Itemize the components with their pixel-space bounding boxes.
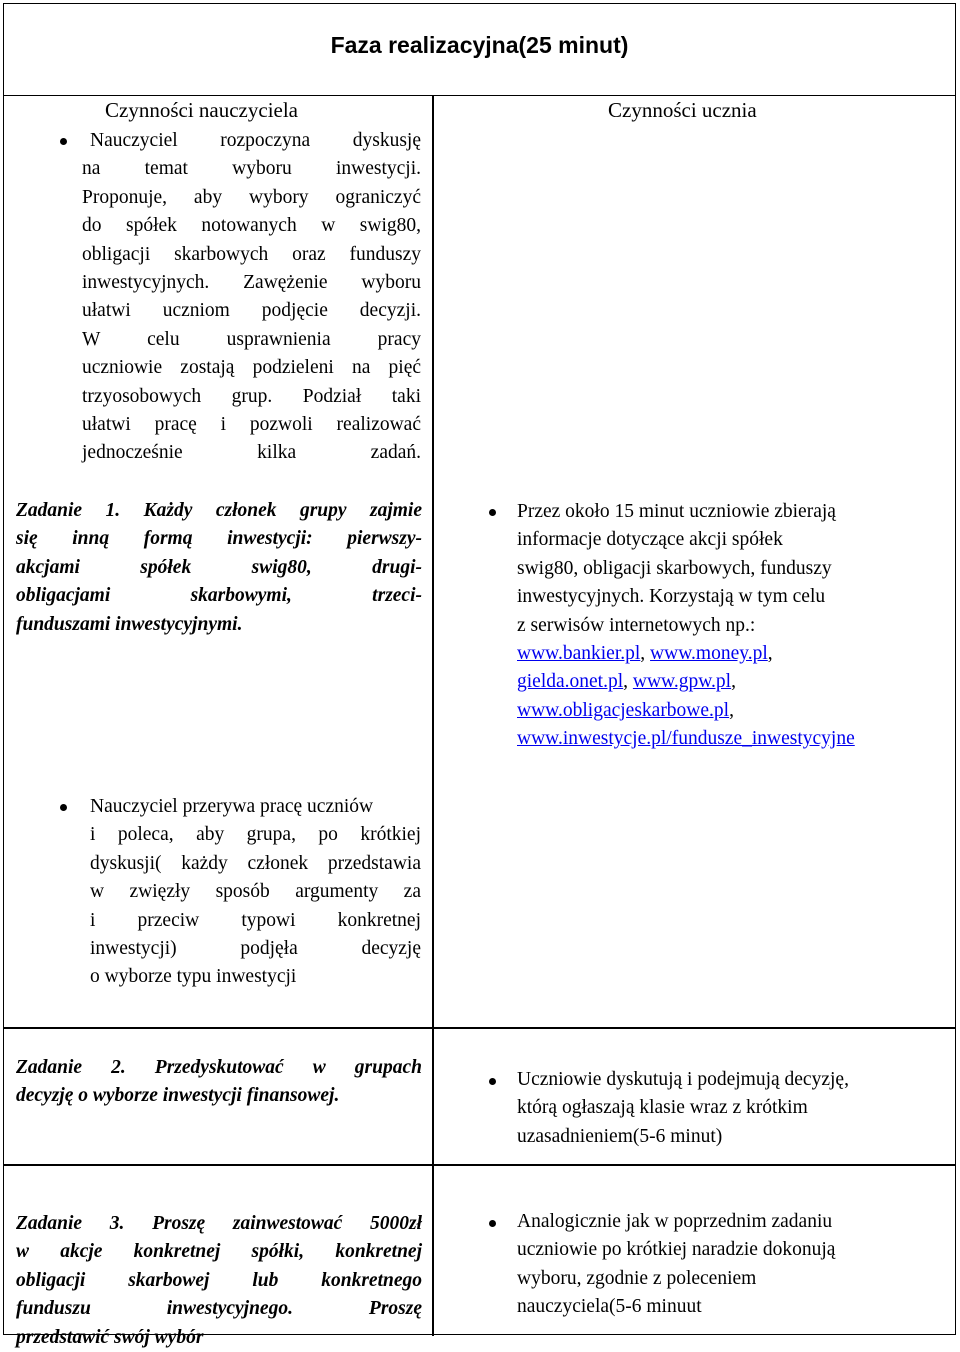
text-line: Nauczyciel rozpoczyna dyskusję	[90, 130, 421, 151]
text-line: którą ogłaszają klasie wraz z krótkim	[517, 1097, 808, 1119]
text-line: Proponuje, aby wybory ograniczyć	[82, 186, 421, 208]
page-title: Faza realizacyjna(25 minut)	[330, 32, 629, 58]
link-gielda-onet[interactable]: gielda.onet.pl	[517, 671, 624, 693]
bullet-icon	[489, 1220, 496, 1227]
task-1	[16, 497, 422, 639]
student-task-2	[517, 1066, 949, 1151]
text-line: o wyborze typu inwestycji	[90, 966, 297, 988]
text-line: Przedyskutować w grupach	[154, 1057, 422, 1078]
text-line: nauczyciela(5-6 minuut	[517, 1296, 702, 1318]
text-line: inwestycji) podjęła decyzję	[90, 938, 421, 960]
task-3	[16, 1210, 422, 1352]
teacher-intro-text	[82, 127, 421, 468]
text-line: Proszę zainwestować 5000zł	[152, 1213, 422, 1234]
text-line: uzasadnieniem(5-6 minut)	[517, 1125, 723, 1147]
text-line: funduszami inwestycyjnymi.	[16, 613, 243, 635]
text-line: trzyosobowych grup. Podział taki	[82, 385, 421, 407]
link-gpw[interactable]: www.gpw.pl	[632, 671, 732, 693]
text-line: jednocześnie kilka zadań.	[82, 442, 421, 464]
row-divider-1	[4, 1027, 955, 1029]
text-line: uczniowie zostają podzieleni na pięć	[82, 357, 421, 379]
text-line: swig80, obligacji skarbowych, funduszy	[517, 557, 832, 579]
text-line: Przez około 15 minut uczniowie zbierają	[517, 501, 836, 522]
link-inwestycje-fundusze[interactable]: www.inwestycje.pl/fundusze_inwestycyjne	[517, 728, 855, 750]
link-money[interactable]: www.money.pl	[650, 643, 768, 665]
bullet-icon	[489, 1078, 496, 1085]
text-line: obligacjami skarbowymi, trzeci-	[16, 585, 422, 607]
bullet-icon	[60, 804, 67, 811]
bullet-icon	[60, 138, 67, 145]
title-row	[4, 4, 955, 96]
text-line: akcjami spółek swig80, drugi-	[16, 556, 422, 578]
row-divider-2	[4, 1164, 955, 1166]
teacher-break-text	[90, 793, 421, 992]
text-line: do spółek notowanych w swig80,	[82, 215, 421, 237]
text-line: w zwięzły sposób argumenty za	[90, 881, 421, 903]
link-bankier[interactable]: www.bankier.pl	[517, 643, 641, 665]
text-line: decyzję o wyborze inwestycji finansowej.	[16, 1085, 340, 1107]
task-2	[16, 1054, 422, 1111]
text-line: Uczniowie dyskutują i podejmują decyzję,	[517, 1069, 849, 1090]
task-2-label: Zadanie 2.	[16, 1057, 126, 1078]
text-line: uczniowie po krótkiej naradzie dokonują	[517, 1239, 836, 1261]
text-line: dyskusji( każdy członek przedstawia	[90, 852, 421, 874]
text-line: i przeciw typowi konkretnej	[90, 909, 421, 931]
text-line: inwestycyjnych. Korzystają w tym celu	[517, 586, 826, 608]
column-divider	[432, 95, 434, 1336]
text-line: W celu usprawnienia pracy	[82, 328, 421, 350]
text-line: i poleca, aby grupa, po krótkiej	[90, 824, 421, 846]
text-line: obligacji skarbowej lub konkretnego	[16, 1269, 422, 1291]
text-line: wyboru, zgodnie z poleceniem	[517, 1267, 757, 1289]
text-line: na temat wyboru inwestycji.	[82, 158, 421, 180]
text-line: funduszu inwestycyjnego. Proszę	[16, 1298, 422, 1320]
text-line: przedstawić swój wybór	[16, 1326, 204, 1348]
text-line: ułatwi pracę i pozwoli realizować	[82, 414, 421, 436]
text-line: informacje dotyczące akcji spółek	[517, 529, 783, 551]
task-3-label: Zadanie 3.	[16, 1213, 125, 1234]
text-line: ułatwi uczniom podjęcie decyzji.	[82, 300, 421, 322]
text-line: Nauczyciel przerywa pracę uczniów	[90, 796, 374, 817]
student-column-header: Czynności ucznia	[608, 98, 757, 122]
text-line: obligacji skarbowych oraz funduszy	[82, 243, 421, 265]
student-task-1: Przez około 15 minut uczniowie zbierają informacje dotyczące akcji spółek swig80, obligacji skarbowych, funduszy inwestycyjnych. Korzystają w tym celu z serwisów internetowych np.: www.bankier.pl, www.money.pl, gielda.onet.pl, www.gpw.pl, www.obligacjeskarbowe.pl, www.inwestycje.pl/fundusze_inwestycyjne	[517, 498, 949, 754]
text-line: inwestycyjnych. Zawężenie wyboru	[82, 272, 421, 294]
text-line: Każdy członek grupy zajmie	[143, 500, 423, 521]
text-line: się inną formą inwestycji: pierwszy-	[16, 528, 422, 550]
teacher-column-header: Czynności nauczyciela	[105, 98, 298, 122]
bullet-icon	[489, 509, 496, 516]
text-line: z serwisów internetowych np.:	[517, 614, 756, 636]
text-line: Analogicznie jak w poprzednim zadaniu	[517, 1211, 833, 1232]
link-obligacjeskarbowe[interactable]: www.obligacjeskarbowe.pl	[517, 699, 730, 721]
task-1-label: Zadanie 1.	[16, 500, 121, 521]
text-line: w akcje konkretnej spółki, konkretnej	[16, 1241, 422, 1263]
student-task-3	[517, 1208, 949, 1322]
lesson-plan-table	[3, 3, 956, 1348]
